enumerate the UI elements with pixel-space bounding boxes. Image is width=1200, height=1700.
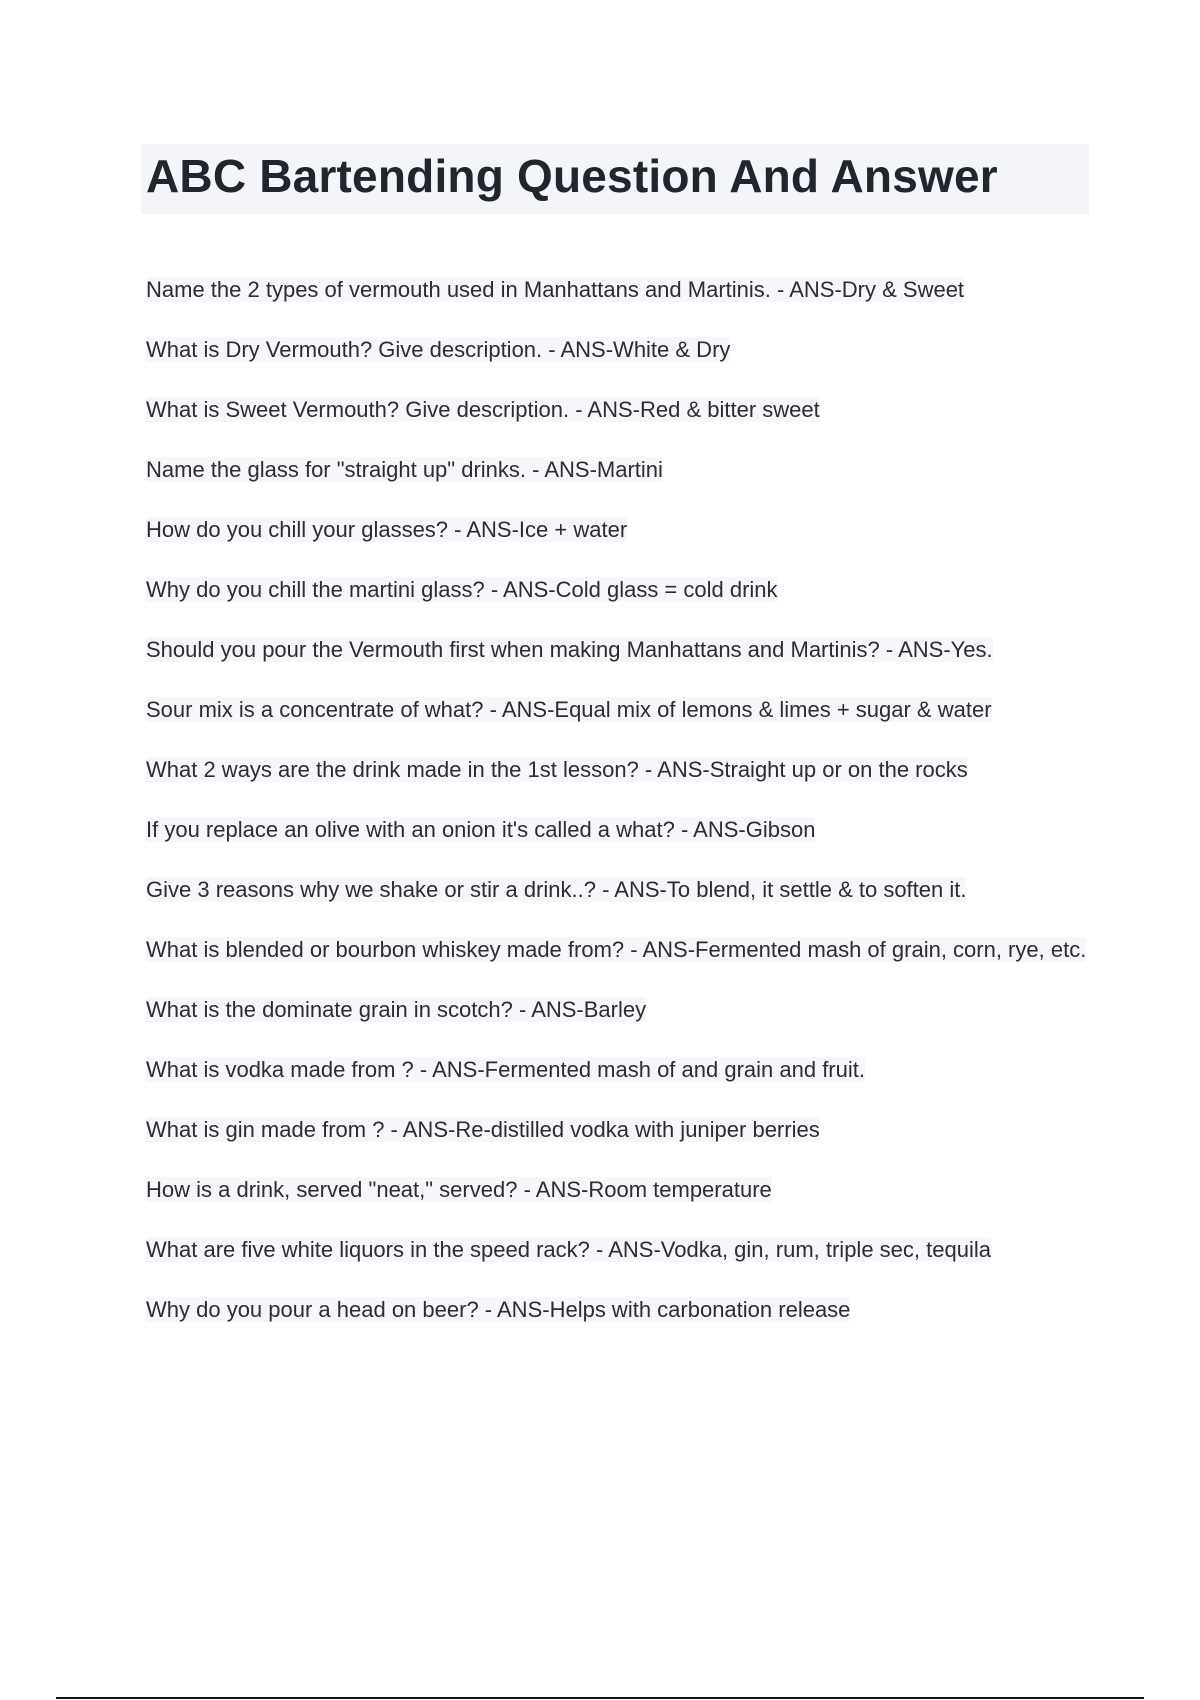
qa-text: What is the dominate grain in scotch? - ANS-Barley: [146, 997, 647, 1022]
qa-item: [146, 1054, 1096, 1086]
qa-text: What are five white liquors in the speed rack? - ANS-Vodka, gin, rum, triple sec, tequila: [146, 1237, 991, 1262]
qa-text: Should you pour the Vermouth first when making Manhattans and Martinis? - ANS-Yes.: [146, 637, 993, 662]
qa-text: Sour mix is a concentrate of what? - ANS-Equal mix of lemons & limes + sugar & water: [146, 697, 992, 722]
qa-item: [146, 454, 1096, 486]
qa-text: Name the glass for "straight up" drinks. - ANS-Martini: [146, 457, 663, 482]
qa-item: [146, 574, 1096, 606]
qa-text: Why do you pour a head on beer? - ANS-Helps with carbonation release: [146, 1297, 851, 1322]
qa-text: Why do you chill the martini glass? - ANS-Cold glass = cold drink: [146, 577, 778, 602]
qa-item: [146, 694, 1096, 726]
qa-item: [146, 634, 1096, 666]
qa-text: What is blended or bourbon whiskey made from? - ANS-Fermented mash of grain, corn, rye, etc.: [146, 937, 1087, 962]
qa-item: [146, 1234, 1096, 1266]
footer-rule: [56, 1697, 1144, 1699]
qa-text: What 2 ways are the drink made in the 1st lesson? - ANS-Straight up or on the rocks: [146, 757, 968, 782]
qa-item: [146, 1294, 1096, 1326]
qa-list: [146, 274, 1096, 1354]
qa-text: What is Sweet Vermouth? Give description. - ANS-Red & bitter sweet: [146, 397, 820, 422]
qa-item: [146, 334, 1096, 366]
qa-text: What is Dry Vermouth? Give description. - ANS-White & Dry: [146, 337, 731, 362]
qa-text: If you replace an olive with an onion it's called a what? - ANS-Gibson: [146, 817, 816, 842]
qa-item: [146, 1114, 1096, 1146]
qa-item: [146, 814, 1096, 846]
qa-item: [146, 874, 1096, 906]
qa-text: What is vodka made from ? - ANS-Fermented mash of and grain and fruit.: [146, 1057, 865, 1082]
qa-item: [146, 994, 1096, 1026]
document-title: ABC Bartending Question And Answer: [146, 150, 998, 202]
qa-text: How is a drink, served "neat," served? - ANS-Room temperature: [146, 1177, 772, 1202]
qa-item: [146, 514, 1096, 546]
qa-text: Name the 2 types of vermouth used in Manhattans and Martinis. - ANS-Dry & Sweet: [146, 277, 965, 302]
qa-text: What is gin made from ? - ANS-Re-distilled vodka with juniper berries: [146, 1117, 820, 1142]
qa-item: [146, 934, 1096, 966]
qa-text: How do you chill your glasses? - ANS-Ice + water: [146, 517, 628, 542]
qa-item: [146, 754, 1096, 786]
qa-item: [146, 1174, 1096, 1206]
qa-item: [146, 274, 1096, 306]
qa-text: Give 3 reasons why we shake or stir a drink..? - ANS-To blend, it settle & to soften it.: [146, 877, 967, 902]
qa-item: [146, 394, 1096, 426]
